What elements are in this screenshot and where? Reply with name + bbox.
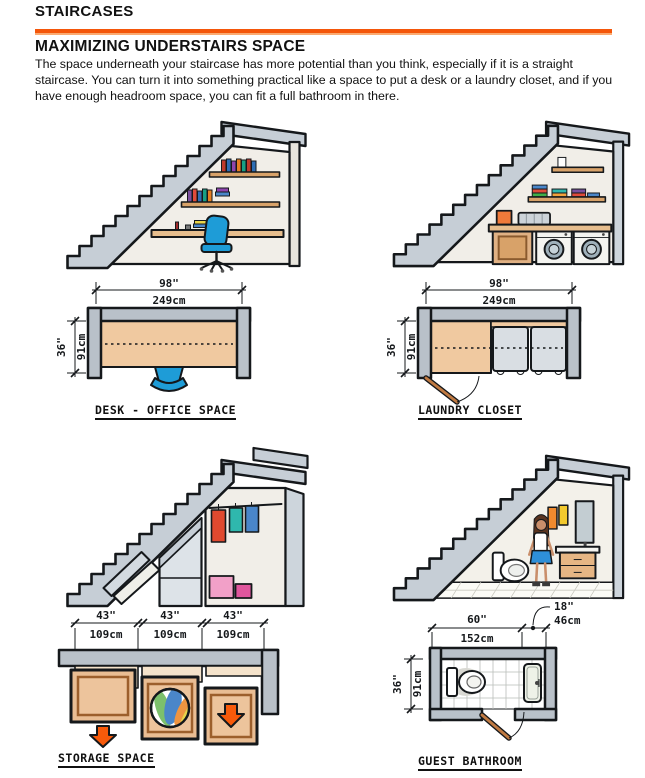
right-wall [567, 308, 580, 378]
shelf-lower [182, 202, 280, 207]
washer-plan [493, 327, 528, 375]
hanging-shirt-red [212, 510, 226, 542]
depth-in: 36" [385, 337, 398, 357]
top-wall [418, 308, 580, 321]
shirt [534, 533, 547, 553]
understairs-room [437, 456, 629, 598]
hanging-shirt-teal [230, 508, 243, 532]
section-heading: MAXIMIZING UNDERSTAIRS SPACE [35, 38, 306, 55]
page-title: STAIRCASES [35, 3, 134, 20]
pink-box [210, 576, 234, 598]
left-wall [418, 308, 431, 378]
depth-in: 36" [391, 674, 404, 694]
desk-office-plan [55, 278, 300, 400]
width-cm: 249cm [152, 294, 186, 307]
depth-cm: 91cm [405, 333, 418, 361]
right-wall [613, 142, 623, 264]
drawer-3 [205, 688, 257, 744]
bay2-cm: 109cm [153, 628, 187, 641]
bottom-wall-left [430, 709, 482, 720]
shelf-upper [210, 172, 280, 177]
nook-in: 18" [554, 600, 574, 613]
drawer-2 [142, 677, 198, 739]
width-cm: 152cm [460, 632, 494, 645]
depth-in: 36" [55, 337, 68, 357]
counter-area [431, 321, 491, 373]
laundry-closet-plan [385, 278, 630, 406]
right-wall [613, 476, 623, 598]
bay3-front [206, 666, 262, 676]
guest-bathroom-plan [390, 596, 642, 746]
washer [536, 232, 572, 265]
desk-surface [101, 321, 237, 367]
width-in: 98" [159, 277, 179, 290]
shoe [542, 581, 550, 586]
storage-space-label: STORAGE SPACE [58, 751, 155, 768]
counter-top [489, 225, 611, 232]
pull-down-arrow [90, 726, 116, 747]
accent-rule [35, 29, 612, 35]
wall-bar [59, 650, 278, 666]
guest-bathroom-label: GUEST BATHROOM [418, 754, 522, 771]
intro-paragraph: The space underneath your staircase has more potential than you think, especially if it is a straight staircase. You can turn it into something practical like a space to put a desk or a laundry closet, and if you have enough headroom space, you can fit a full bathroom in there. [35, 57, 613, 103]
width-dimension [428, 600, 581, 648]
bay2-in: 43" [160, 609, 180, 622]
closet-door-panel [286, 488, 304, 606]
head [536, 520, 547, 531]
leader-curve [533, 607, 550, 625]
shoe [532, 581, 540, 586]
towel-orange [548, 507, 557, 529]
cabinet [493, 232, 533, 265]
depth-dimension [55, 317, 88, 377]
skirt [530, 551, 552, 564]
top-wall [88, 308, 250, 321]
depth-dimension [391, 655, 424, 713]
width-cm: 249cm [482, 294, 516, 307]
bay3-in: 43" [223, 609, 243, 622]
depth-cm: 91cm [75, 333, 88, 361]
desk-office-label: DESK - OFFICE SPACE [95, 403, 236, 420]
mirror [576, 501, 594, 542]
hanging-shirt-blue [246, 506, 259, 532]
width-dimension [422, 277, 576, 307]
width-in: 98" [489, 277, 509, 290]
bay1-cm: 109cm [89, 628, 123, 641]
dryer-plan [531, 327, 566, 375]
width-dimension [92, 277, 246, 307]
detergent-box [497, 211, 512, 225]
wall-return [262, 650, 278, 714]
door-swing [426, 376, 479, 402]
top-wall [430, 648, 556, 659]
width-in: 60" [467, 613, 487, 626]
bay1-in: 43" [96, 609, 116, 622]
sink-plan [524, 664, 541, 702]
vanity-sink [556, 542, 599, 579]
depth-cm: 91cm [411, 670, 424, 698]
bay3-cm: 109cm [216, 628, 250, 641]
depth-dimension [385, 317, 418, 377]
chair-symbol [151, 367, 187, 391]
laundry-closet-label: LAUNDRY CLOSET [418, 403, 522, 420]
nook-cm: 46cm [554, 614, 581, 627]
right-wall [290, 142, 300, 266]
bottom-wall-right [515, 709, 556, 720]
bay-dimensions [71, 609, 268, 650]
storage-space-plan [45, 608, 337, 748]
guest-bathroom-illustration [382, 444, 644, 604]
left-wall [88, 308, 101, 378]
desk-office-illustration [52, 110, 324, 275]
dryer [574, 232, 610, 265]
laundry-closet-illustration [382, 110, 644, 273]
right-wall [237, 308, 250, 378]
towel-yellow [559, 505, 568, 525]
magenta-box [236, 584, 252, 598]
understairs-closet [206, 488, 304, 606]
drawer-1 [71, 670, 135, 747]
storage-space-illustration [52, 444, 324, 612]
toilet-plan [447, 668, 485, 696]
